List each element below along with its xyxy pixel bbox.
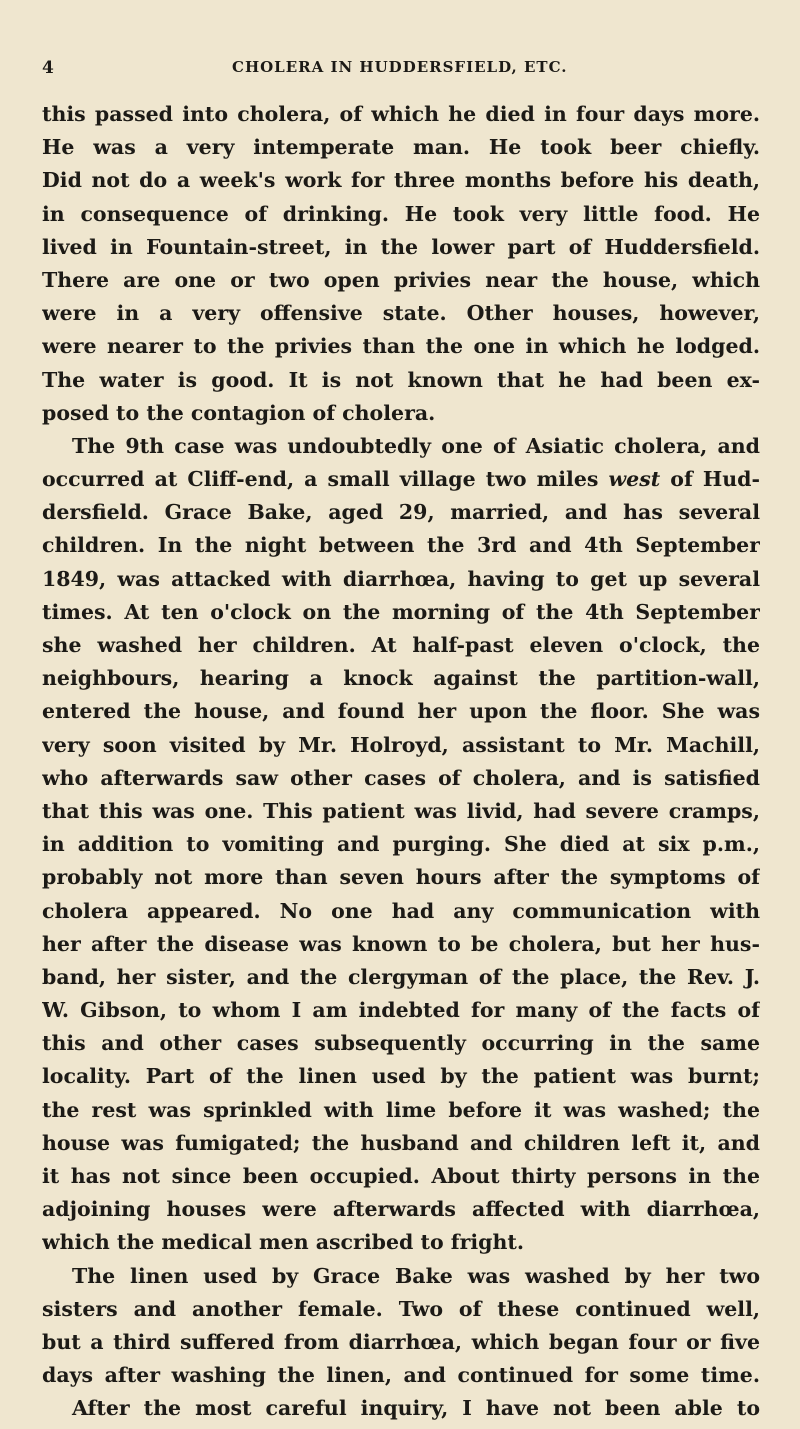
text-line: this passed into cholera, of which he died in four days more.	[42, 102, 760, 126]
text-line: the rest was sprinkled with lime before it was washed; the	[42, 1097, 760, 1122]
text-line: The water is good. It is not known that he had been ex-	[42, 367, 760, 392]
text-line: which the medical men ascribed to fright.	[42, 1230, 525, 1255]
body-text	[42, 98, 760, 1426]
text-line: were in a very offensive state. Other houses, however,	[42, 301, 760, 326]
text-segment: of Hud-	[660, 467, 760, 492]
text-line: were nearer to the privies than the one in which he lodged.	[42, 334, 760, 359]
running-head	[42, 58, 760, 82]
text-line: very soon visited by Mr. Holroyd, assistant to Mr. Machill,	[42, 732, 760, 757]
text-segment: occurred at Cliff-end, a small village two miles	[42, 467, 609, 492]
text-line: she washed her children. At half-past eleven o'clock, the	[42, 633, 760, 657]
text-line: sisters and another female. Two of these continued well,	[42, 1296, 760, 1321]
text-line: posed to the contagion of cholera.	[42, 400, 436, 425]
page-number: 4	[42, 58, 54, 78]
text-line: After the most careful inquiry, I have not been able to	[72, 1396, 760, 1421]
text-line: house was fumigated; the husband and children left it, and	[42, 1130, 760, 1155]
text-line: probably not more than seven hours after the symptoms of	[42, 865, 760, 890]
text-line: lived in Fountain-street, in the lower part of Huddersfield.	[42, 234, 760, 259]
italic-word: west	[608, 467, 661, 492]
text-line: The linen used by Grace Bake was washed by her two	[72, 1263, 760, 1288]
text-line: entered the house, and found her upon the floor. She was	[42, 699, 760, 724]
text-line: There are one or two open privies near the house, which	[42, 267, 760, 292]
text-line: adjoining houses were afterwards affected with diarrhœa,	[42, 1197, 760, 1222]
text-line: neighbours, hearing a knock against the partition-wall,	[42, 666, 760, 691]
text-line	[42, 463, 760, 496]
text-line: that this was one. This patient was livid, had severe cramps,	[42, 798, 760, 823]
text-line: who afterwards saw other cases of cholera, and is satisfied	[42, 765, 760, 790]
text-line: W. Gibson, to whom I am indebted for many of the facts of	[42, 998, 760, 1023]
text-line: days after washing the linen, and continued for some time.	[42, 1363, 760, 1388]
text-line: it has not since been occupied. About thirty persons in the	[42, 1164, 760, 1188]
text-line: her after the disease was known to be cholera, but her hus-	[42, 931, 760, 956]
text-line: He was a very intemperate man. He took beer chiefly.	[42, 135, 760, 160]
text-line: in addition to vomiting and purging. She died at six p.m.,	[42, 832, 760, 857]
text-line: dersfield. Grace Bake, aged 29, married, and has several	[42, 500, 760, 525]
text-line: times. At ten o'clock on the morning of the 4th September	[42, 599, 760, 624]
text-line: 1849, was attacked with diarrhœa, having to get up several	[42, 566, 760, 591]
text-line: in consequence of drinking. He took very little food. He	[42, 201, 760, 226]
text-line: band, her sister, and the clergyman of the place, the Rev. J.	[42, 964, 760, 989]
text-line: The 9th case was undoubtedly one of Asiatic cholera, and	[72, 433, 760, 458]
text-line: children. In the night between the 3rd and 4th September	[42, 533, 760, 558]
text-line: cholera appeared. No one had any communication with	[42, 898, 760, 923]
running-title: CHOLERA IN HUDDERSFIELD, ETC.	[232, 58, 568, 76]
text-line: Did not do a week's work for three months before his death,	[42, 168, 760, 193]
text-line: but a third suffered from diarrhœa, which began four or five	[42, 1329, 760, 1354]
text-line: this and other cases subsequently occurring in the same	[42, 1031, 760, 1056]
text-line: locality. Part of the linen used by the patient was burnt;	[42, 1064, 760, 1089]
